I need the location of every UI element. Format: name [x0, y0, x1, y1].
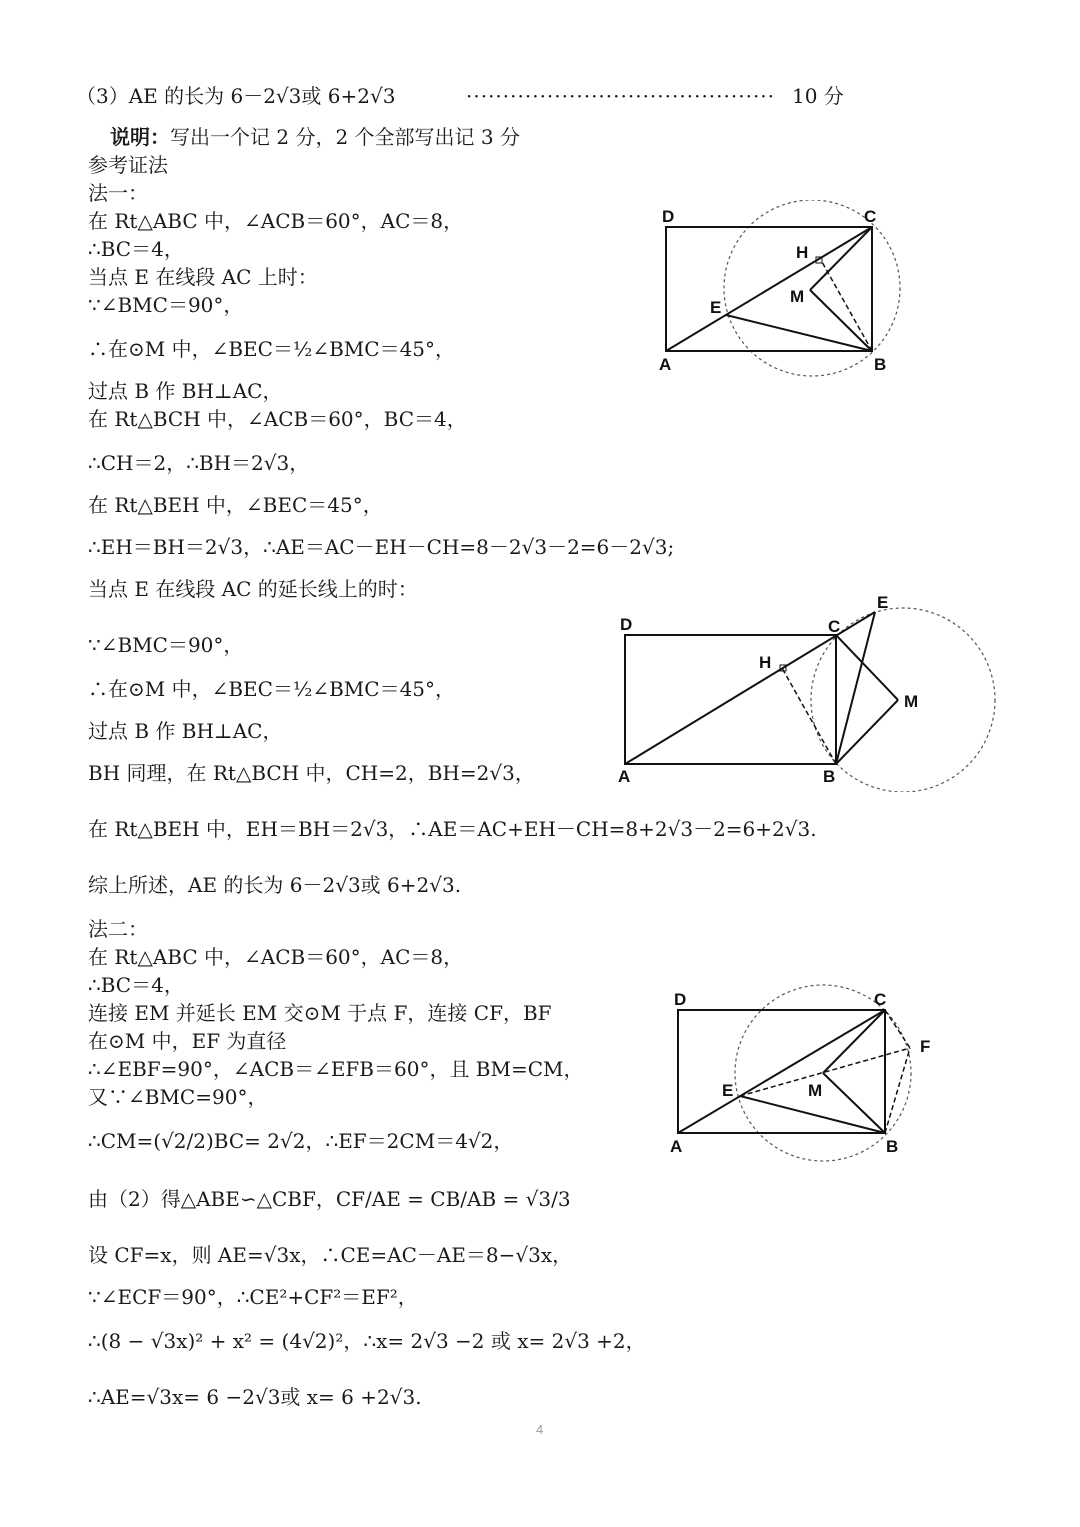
- fig2-label: C: [828, 617, 841, 636]
- fig3-label: E: [722, 1081, 734, 1100]
- m1-line: 过点 B 作 BH⊥AC，: [88, 719, 283, 743]
- part3-answer: （3）AE 的长为 6－2√3或 6+2√3: [76, 84, 396, 108]
- dot-leader: ··········································: [466, 84, 776, 108]
- fig1-label: A: [659, 355, 672, 374]
- m1-line: 在 Rt△ABC 中，∠ACB＝60°，AC＝8，: [88, 209, 464, 233]
- figure-2: [610, 592, 1010, 792]
- figure-1: [650, 200, 920, 390]
- m2-line: 在⊙M 中，EF 为直径: [88, 1029, 287, 1053]
- fig2-label: B: [823, 767, 836, 786]
- fig3-label: A: [670, 1137, 683, 1156]
- m2-line: ∴CM=(√2/2)BC= 2√2，∴EF＝2CM＝4√2，: [88, 1129, 514, 1153]
- page-number: 4: [536, 1422, 544, 1437]
- fig2-label: D: [620, 615, 633, 634]
- m1-line: 在 Rt△BCH 中，∠ACB＝60°，BC＝4，: [88, 407, 467, 431]
- fig1-label: H: [796, 243, 809, 262]
- segment-cf: [885, 1010, 910, 1048]
- ref-title: 参考证法: [88, 153, 168, 177]
- method2-title: 法二：: [88, 917, 148, 941]
- segment-mb: [823, 1073, 885, 1133]
- m2-line: 连接 EM 并延长 EM 交⊙M 于点 F，连接 CF，BF: [88, 1001, 552, 1025]
- m1-line: ∴BC＝4，: [88, 237, 184, 261]
- score: 10 分: [792, 84, 844, 108]
- fig1-label: B: [874, 355, 887, 374]
- fig3-label: F: [920, 1037, 931, 1056]
- m1-line: ∵∠BMC＝90°，: [88, 293, 244, 317]
- segment-eb: [726, 315, 872, 351]
- m1-line: 过点 B 作 BH⊥AC，: [88, 379, 283, 403]
- m2-line: 设 CF=x，则 AE=√3x，∴CE=AC－AE＝8−√3x，: [88, 1243, 573, 1267]
- segment-ac: [678, 1010, 885, 1133]
- m1-line: ∴在⊙M 中，∠BEC＝½∠BMC＝45°，: [88, 337, 456, 361]
- m2-line: ∴∠EBF=90°，∠ACB＝∠EFB＝60°，且 BM=CM，: [88, 1057, 584, 1081]
- m2-line: 由（2）得△ABE∽△CBF，CF/AE = CB/AB = √3/3: [88, 1187, 571, 1211]
- m1-line: 当点 E 在线段 AC 上时：: [88, 265, 318, 289]
- m1-line: 当点 E 在线段 AC 的延长线上的时：: [88, 577, 418, 601]
- method1-title: 法一：: [88, 181, 148, 205]
- m2-line: 又∵∠BMC=90°，: [88, 1085, 268, 1109]
- fig3-label: B: [886, 1137, 899, 1156]
- fig2-label: H: [759, 653, 772, 672]
- fig3-label: D: [674, 990, 687, 1009]
- fig2-label: E: [877, 593, 889, 612]
- m1-line: BH 同理，在 Rt△BCH 中，CH=2，BH=2√3，: [88, 761, 535, 785]
- segment-mb: [810, 290, 872, 351]
- m1-line: 在 Rt△BEH 中，∠BEC＝45°，: [88, 493, 383, 517]
- m2-line: ∴(8 − √3x)² + x² = (4√2)²，∴x= 2√3 −2 或 x= 2√3 +2，: [88, 1329, 646, 1353]
- fig3-label: C: [874, 990, 887, 1009]
- m2-line: ∵∠ECF＝90°，∴CE²+CF²＝EF²，: [88, 1285, 418, 1309]
- m2-line: ∴BC＝4，: [88, 973, 184, 997]
- fig1-label: C: [864, 207, 877, 226]
- fig1-label: E: [710, 298, 722, 317]
- segment-bm: [836, 700, 898, 764]
- m1-line: 在 Rt△BEH 中，EH＝BH＝2√3，∴AE＝AC+EH－CH=8+2√3－2=6+2√3.: [88, 817, 817, 841]
- m2-line: 在 Rt△ABC 中，∠ACB＝60°，AC＝8，: [88, 945, 464, 969]
- segment-bh: [782, 668, 836, 764]
- m1-line: ∴CH＝2，∴BH＝2√3，: [88, 451, 310, 475]
- fig1-label: M: [790, 287, 805, 306]
- fig2-label: M: [904, 692, 919, 711]
- figure-3: [660, 982, 950, 1172]
- segment-bh: [822, 262, 872, 351]
- segment-ac: [666, 227, 872, 351]
- note-label: 说明：: [110, 125, 170, 149]
- m1-line: 综上所述，AE 的长为 6－2√3或 6+2√3.: [88, 873, 462, 897]
- segment-eb: [836, 612, 875, 764]
- fig1-label: D: [662, 207, 675, 226]
- note: [110, 124, 520, 150]
- segment-eb: [740, 1096, 885, 1133]
- m1-line: ∵∠BMC＝90°，: [88, 633, 244, 657]
- note-text: 写出一个记 2 分，2 个全部写出记 3 分: [170, 125, 520, 149]
- fig2-label: A: [618, 767, 631, 786]
- m2-line: ∴AE=√3x= 6 −2√3或 x= 6 +2√3.: [88, 1385, 422, 1409]
- m1-line: ∴在⊙M 中，∠BEC＝½∠BMC＝45°，: [88, 677, 456, 701]
- fig3-label: M: [808, 1081, 823, 1100]
- m1-line: ∴EH＝BH＝2√3，∴AE＝AC－EH－CH=8－2√3－2=6－2√3;: [88, 535, 675, 559]
